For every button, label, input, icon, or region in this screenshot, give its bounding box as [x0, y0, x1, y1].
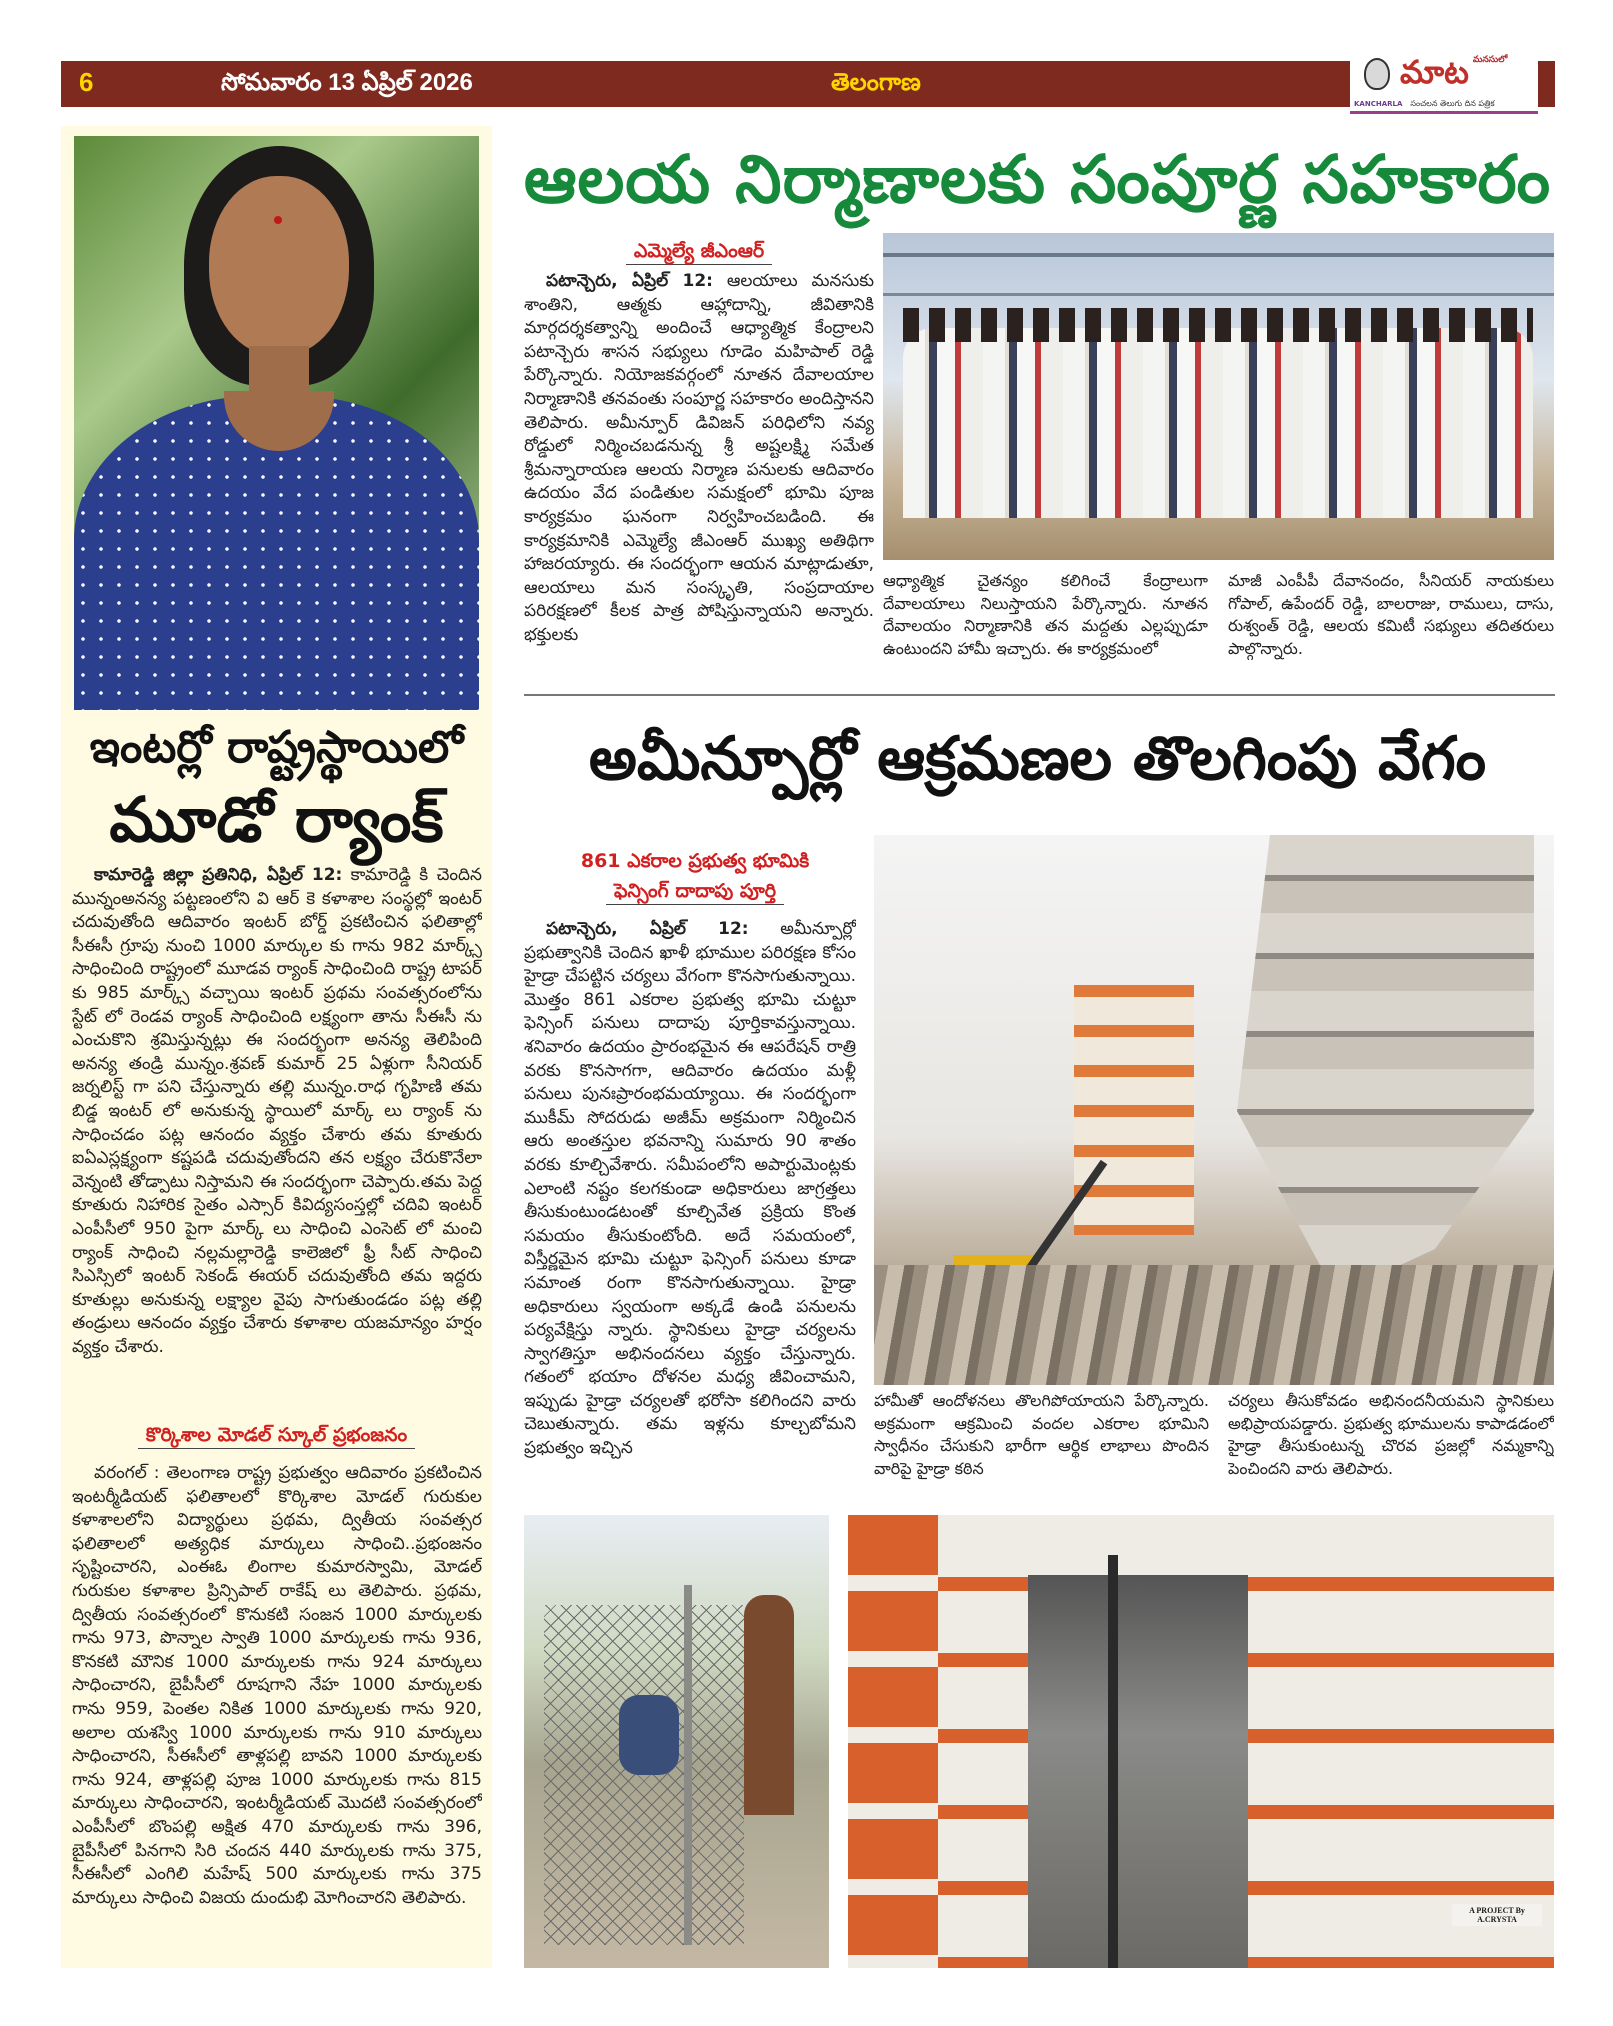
temple-subhead-text: ఎమ్మెల్యే జీఎంఆర్	[626, 240, 772, 265]
ameenpur-col1-text: అమీన్పూర్లో ప్రభుత్వానికి చెందిన ఖాళీ భూముల పరిరక్షణ కోసం హైడ్రా చేపట్టిన చర్యలు వేగంగా కొనసాగుతున్నాయి. మొత్తం 861 ఎకరాల ప్రభుత్వ భూమి చుట్టూ ఫెన్సింగ్ పనులు దాదాపు పూర్తికావస్తున్నాయి. శనివారం ఉదయం ప్రారంభమైన ఈ ఆపరేషన్ రాత్రి వరకు కొనసాగగా, ఆదివారం ఉదయం మళ్లీ పనులు పునఃప్రారంభమయ్యాయి. ఈ సందర్భంగా ముకీమ్ సోదరుడు అజీమ్ అక్రమంగా నిర్మించిన ఆరు అంతస్తుల భవనాన్ని సుమారు 90 శాతం వరకు కూల్చివేశారు. సమీపంలోని అపార్టుమెంట్లకు ఎలాంటి నష్టం కలగకుండా అధికారులు జాగ్రత్తలు తీసుకుంటుండటంతో కూల్చివేత ప్రక్రియ కొంత సమయం తీసుకుంటోంది. అదే సమయంలో, విస్తీర్ణమైన భూమి చుట్టూ ఫెన్సింగ్ పనులు కూడా సమాంత రంగా కొనసాగుతున్నాయి. హైడ్రా అధికారులు స్వయంగా అక్కడే ఉండి పనులను పర్యవేక్షిస్తు న్నారు. స్థానికులు హైడ్రా చర్యలను స్వాగతిస్తూ అభినందనలు వ్యక్తం చేస్తున్నారు. గతంలో భయాం దోళనల మధ్య జీవించామని, ఇప్పుడు హైడ్రా చర్యలతో భరోసా కలిగిందని వారు చెబుతున్నారు. తమ ఇళ్లను కూల్చబోమని ప్రభుత్వం ఇచ్చిన	[524, 919, 856, 1459]
ameenpur-subhead	[520, 846, 870, 906]
founder-portrait-icon	[1364, 58, 1390, 90]
ameenpur-dateline: పటాన్చెరు, ఏప్రిల్ 12:	[546, 919, 749, 939]
ameenpur-article-col1	[524, 918, 856, 1493]
temple-article-col1	[524, 270, 874, 675]
student-photo	[74, 136, 479, 710]
model-school-article-body: వరంగల్ : తెలంగాణ రాష్ట్ర ప్రభుత్వం ఆదివారం ప్రకటించిన ఇంటర్మీడియట్ ఫలితాలలో కొర్కిశాల మోడల్ గురుకుల కళాశాలలోని విద్యార్థులు ప్రథమ, ద్వితీయ సంవత్సర ఫలితాలలో అత్యధిక మార్కులు సాధించి..ప్రభంజనం సృష్టించారని, ఎంఈఓ లింగాల కుమారస్వామి, మోడల్ గురుకుల కళాశాల ప్రిన్సిపాల్ రాకేష్ లు తెలిపారు. ప్రథమ, ద్వితీయ సంవత్సరంలో కొనుకటి సంజన 1000 మార్కులకు గాను 973, పొన్నాల స్వాతి 1000 మార్కులకు గాను 936, కొనకటి మౌనిక 1000 మార్కులకు గాను 924 మార్కులు సాధించారని, బైపీసీలో రూషగాని నేహ 1000 మార్కులకు గాను 959, పెంతల నికిత 1000 మార్కులకు గాను 920, అలాల యశస్వి 1000 మార్కులకు గాను 910 మార్కులు సాధించారని, సీఈసీలో తాళ్లపల్లి బావని 1000 మార్కులకు గాను 924, తాళ్లపల్లి పూజ 1000 మార్కులకు గాను 815 మార్కులు సాధించారని, ఇంటర్మీడియట్ మొదటి సంవత్సరంలో ఎంపీసీలో బొంపల్లి అక్షిత 470 మార్కులకు గాను 396, బైపీసీలో పినగాని సిరి చందన 440 మార్కులకు గాను 375, సీఈసీలో ఎంగిలి మహేష్ 500 మార్కులకు గాను 375 మార్కులు సాధించి విజయ దుందుభి మోగించారని తెలిపారు.	[72, 1463, 482, 1908]
model-school-subhead	[61, 1420, 492, 1450]
temple-article-col2: ఆధ్యాత్మిక చైతన్యం కలిగించే కేంద్రాలుగా దేవాలయాలు నిలుస్తాయని పేర్కొన్నారు. నూతన దేవాలయం నిర్మాణానికి తన మద్దతు ఎల్లప్పుడూ ఉంటుందని హామీ ఇచ్చారు. ఈ కార్యక్రమంలో	[883, 571, 1208, 658]
demolished-apartment-photo	[848, 1515, 1554, 1968]
temple-col1-text: ఆలయాలు మనసుకు శాంతిని, ఆత్మకు ఆహ్లాదాన్ని, జీవితానికి మార్గదర్శకత్వాన్ని అందించే ఆధ్యాత్మిక కేంద్రాలని పటాన్చెరు శాసన సభ్యులు గూడెం మహిపాల్ రెడ్డి పేర్కొన్నారు. నియోజకవర్గంలో నూతన దేవాలయాల నిర్మాణానికి తనవంతు సంపూర్ణ సహకారం అందిస్తానని తెలిపారు. అమీన్పూర్ డివిజన్ పరిధిలోని నవ్య రోడ్డులో నిర్మించబడనున్న శ్రీ అష్టలక్ష్మి సమేత శ్రీమన్నారాయణ ఆలయ నిర్మాణ పనులకు ఆదివారం ఉదయం వేద పండితుల సమక్షంలో భూమి పూజ కార్యక్రమం ఘనంగా నిర్వహించబడింది. ఈ కార్యక్రమానికి ఎమ్మెల్యే జీఎంఆర్ ముఖ్య అతిథిగా హాజరయ్యారు. ఈ సందర్భంగా ఆయన మాట్లాడుతూ, ఆలయాలు మన సంస్కృతి, సంప్రదాయాల పరిరక్షణలో కీలక పాత్ర పోషిస్తున్నాయని అన్నారు. భక్తులకు	[524, 271, 874, 645]
ameenpur-headline: అమీన్పూర్లో ఆక్రమణల తొలగింపు వేగం	[588, 724, 1487, 794]
model-school-subhead-text: కొర్కిశాల మోడల్ స్కూల్ ప్రభంజనం	[138, 1424, 415, 1449]
ameenpur-subhead-line1: 861 ఎకరాల ప్రభుత్వ భూమికి	[580, 850, 810, 872]
temple-dateline: పటాన్చెరు, ఏప్రిల్ 12:	[546, 271, 713, 291]
issue-date: సోమవారం 13 ఏప్రిల్ 2026	[221, 69, 473, 96]
rank-headline-line2: మూడో ర్యాంక్	[109, 783, 444, 856]
temple-subhead	[524, 236, 874, 266]
masthead-logo	[1350, 52, 1538, 114]
logo-title-row	[1400, 52, 1507, 94]
rank-article-body	[72, 864, 482, 1414]
page-header-bar	[61, 61, 1555, 107]
section-divider	[524, 694, 1555, 696]
photo-sign-text: A PROJECT By A.CRYSTA	[1452, 1904, 1542, 1926]
logo-pre-text: మనసులో	[1472, 55, 1508, 65]
logo-tagline: సంచలన తెలుగు దిన పత్రిక	[1410, 98, 1495, 108]
temple-ceremony-photo	[883, 233, 1554, 560]
temple-article-col3: మాజీ ఎంపీపీ దేవానందం, సీనియర్ నాయకులు గోపాల్, ఉపేందర్ రెడ్డి, బాలరాజు, రాములు, దాసు, రుశ్వంత్ రెడ్డి, ఆలయ కమిటీ సభ్యులు తదితరులు పాల్గొన్నారు.	[1228, 571, 1554, 658]
section-name: తెలంగాణ	[831, 69, 921, 96]
rank-headline-line1: ఇంటర్లో రాష్ట్రస్థాయిలో	[89, 722, 464, 773]
page-number: 6	[79, 67, 94, 97]
ameenpur-article-col3: చర్యలు తీసుకోవడం అభినందనీయమని స్థానికులు అభిప్రాయపడ్డారు. ప్రభుత్వ భూములను కాపాడడంలో హైడ్రా తీసుకుంటున్న చొరవ ప్రజల్లో నమ్మకాన్ని పెంచిందని వారు తెలిపారు.	[1228, 1391, 1554, 1478]
fencing-work-photo	[524, 1515, 829, 1968]
logo-main-text: మాట	[1400, 53, 1469, 91]
logo-brand: KANCHARLA	[1354, 99, 1403, 108]
temple-headline: ఆలయ నిర్మాణాలకు సంపూర్ణ సహకారం	[523, 141, 1552, 218]
ameenpur-subhead-line2: ఫెన్సింగ్ దాదాపు పూర్తి	[606, 880, 784, 905]
demolition-photo	[874, 835, 1554, 1385]
rank-body-text: కామారెడ్డి కి చెందిన మున్నంఅనన్య పట్టణంలోని వి ఆర్ కె కళాశాల సంస్థల్లో ఇంటర్ చదువుతోంది ఆదివారం ఇంటర్ బోర్డ్ ప్రకటించిన ఫలితాల్లో సీఈసీ గ్రూపు నుంచి 1000 మార్కుల కు గాను 982 మార్క్స్ సాధించింది రాష్ట్రంలో మూడవ ర్యాంక్ సాధించింది రాష్ట్ర టాపర్ కు 985 మార్క్స్ వచ్చాయి ఇంటర్ ప్రథమ సంవత్సరంలోను స్టేట్ లో రెండవ ర్యాంక్ సాధించింది లక్ష్యంగా తాను సీఈసీ ను ఎంచుకొని శ్రమిస్తున్నట్లు ఈ సందర్భంగా అనన్య తెలిపింది అనన్య తండ్రి మున్నం.శ్రవణ్ కుమార్ 25 ఏళ్లుగా సీనియర్ జర్నలిస్ట్ గా పని చేస్తున్నారు తల్లి మున్నం.రాధ గృహిణి తమ బిడ్డ ఇంటర్ లో అనుకున్న స్థాయిలో మార్క్ లు ర్యాంక్ ను సాధించడం పట్ల ఆనందం వ్యక్తం చేశారు తమ కూతురు ఐఏఎస్లక్ష్యంగా కష్టపడి చదువుతోందని తన లక్ష్యం చేరుకొనేలా వెన్నంటి తోడ్పాటు నిస్తామని ఈ సందర్భంగా చెప్పారు.తమ పెద్ద కూతురు నిహారిక సైతం ఎస్సార్ కివిద్యసంస్తల్లో చదివి ఇంటర్ ఎంపీసీలో 950 పైగా మార్క్ లు సాధించి ఎంసెట్ లో మంచి ర్యాంక్ సాధించి నల్లమల్లారెడ్డి కాలెజిలో ఫ్రీ సీట్ సాధించి సిఎస్సిలో ఇంటర్ సెకండ్ ఈయర్ చదువుతోంది తమ ఇద్దరు కూతుల్లు అనుకున్న లక్ష్యాల వైపు సాగుతుండడం పట్ల తల్లి తండ్రులు ఆనందం వ్యక్తం చేశారు కళాశాల యజమాన్యం హర్షం వ్యక్తం చేశారు.	[72, 865, 482, 1357]
rank-dateline: కామారెడ్డి జిల్లా ప్రతినిధి, ఏప్రిల్ 12:	[94, 865, 343, 885]
ameenpur-article-col2: హామీతో ఆందోళనలు తొలగిపోయాయని పేర్కొన్నారు. అక్రమంగా ఆక్రమించి వందల ఎకరాల భూమిని స్వాధీనం చేసుకుని భారీగా ఆర్థిక లాభాలు పొందిన వారిపై హైడ్రా కఠిన	[874, 1391, 1209, 1478]
logo-bottom-row	[1354, 97, 1495, 110]
